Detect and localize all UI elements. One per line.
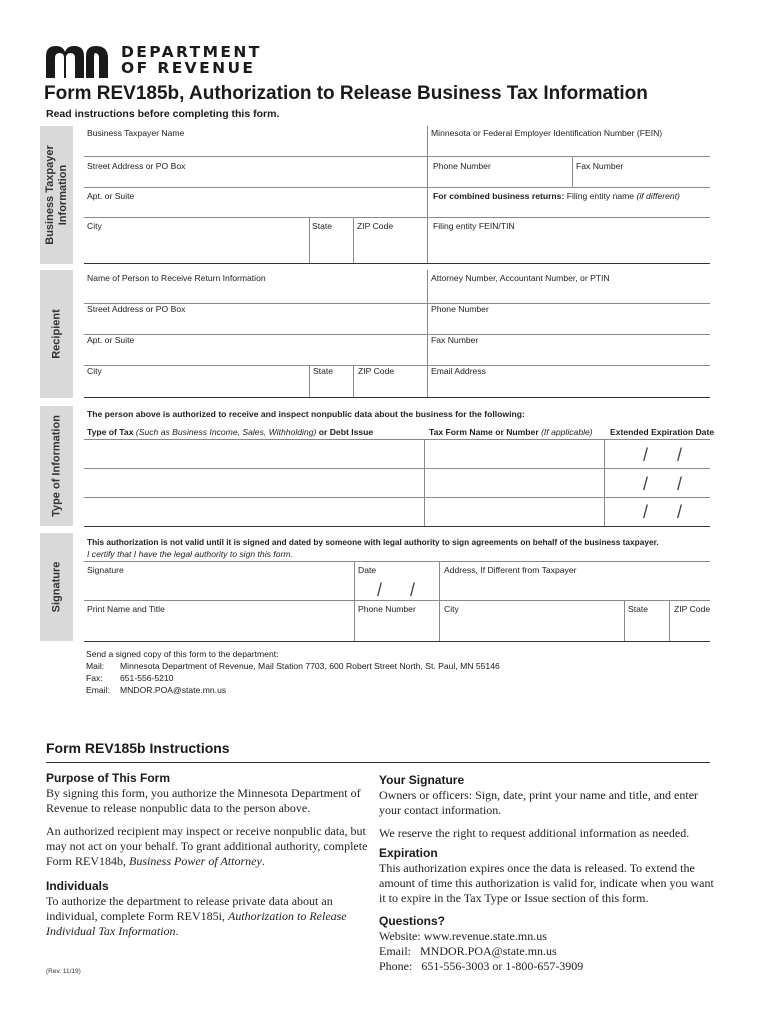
recipient-fax-input[interactable] [428,347,710,364]
business-fax-label: Fax Number [576,161,624,171]
tab-signature [40,533,73,641]
tax-form-input-3[interactable] [425,498,603,525]
type-col1-header [87,427,373,437]
recipient-name-label: Name of Person to Receive Return Information [87,273,266,283]
print-name-input[interactable] [84,615,353,639]
date-separator: / [643,502,649,522]
expiration-text: This authorization expires once the data is released. To extend the amount of time this authorization is valid for, indicate when you want it to expire in the Tax Type or Issue section of this form. [379,861,714,905]
purpose-p2b: . [261,854,265,868]
business-state-input[interactable] [310,234,352,262]
recipient-name-input[interactable] [84,285,427,302]
recipient-street-input[interactable] [84,316,427,333]
instructions-right-column [379,773,714,974]
send-email-value: MNDOR.POA@state.mn.us [120,685,227,695]
address-input[interactable] [440,576,710,600]
form-title: Form REV185b, Authorization to Release Business Tax Information [44,83,648,104]
business-state-label: State [312,221,333,231]
questions-website: Website: www.revenue.state.mn.us [379,929,547,943]
date-separator: / [677,502,683,522]
send-mail-value: Minnesota Department of Revenue, Mail Station 7703, 600 Robert Street North, St. Paul, MN 55146 [120,661,500,671]
expiration-date-input-1[interactable] [605,440,710,468]
type-col3-header: Extended Expiration Date [610,427,715,437]
divider [84,397,710,398]
mn-logo-icon [46,46,116,78]
individuals-i: Authorization to Release Individual Tax Information [46,909,347,938]
tab-recipient [40,270,73,398]
business-apt-input[interactable] [84,202,427,216]
col1-bold2: or Debt Issue [316,427,374,437]
recipient-apt-label: Apt. or Suite [87,335,135,345]
divider [84,156,710,157]
recipient-street-label: Street Address or PO Box [87,304,186,314]
questions-phone: Phone: 651-556-3003 or 1-800-657-3909 [379,959,584,973]
recipient-city-input[interactable] [84,378,308,396]
sig-phone-input[interactable] [355,615,438,639]
individuals-title: Individuals [46,879,109,893]
date-separator: / [677,474,683,494]
tab-business-label: Business Taxpayer Information [43,145,69,245]
expiration-date-input-3[interactable] [605,498,710,525]
sig-city-input[interactable] [440,615,623,639]
tax-form-input-2[interactable] [425,469,603,497]
recipient-phone-label: Phone Number [431,304,489,314]
individuals-a: To authorize the department to release private data about an individual, complete Form REV185i, [46,894,333,923]
sig-state-input[interactable] [625,615,668,639]
date-separator: / [643,474,649,494]
date-separator: / [643,445,649,465]
instructions-left-column [46,771,368,939]
divider [84,600,710,601]
divider [84,641,710,642]
dept-line-1: DEPARTMENT [121,43,262,61]
send-intro: Send a signed copy of this form to the department: [86,649,279,659]
tab-type-label: Type of Information [50,415,62,517]
business-name-label: Business Taxpayer Name [87,128,185,138]
date-separator: / [410,580,416,600]
col1-bold: Type of Tax [87,427,136,437]
dept-line-2: OF REVENUE [121,59,256,77]
business-zip-input[interactable] [354,234,426,262]
recipient-attorney-label: Attorney Number, Accountant Number, or PTIN [431,273,610,283]
individuals-text [46,894,368,939]
business-city-input[interactable] [84,234,308,262]
recipient-email-label: Email Address [431,366,486,376]
recipient-apt-input[interactable] [84,347,427,364]
recipient-zip-label: ZIP Code [358,366,395,376]
purpose-p2a: An authorized recipient may inspect or receive nonpublic data, but may not act on your behalf. To grant additional authority, complete Form REV184b, [46,824,368,868]
individuals-b: . [175,924,179,938]
business-name-input[interactable] [84,130,427,154]
instructions-title: Form REV185b Instructions [46,740,230,756]
combined-rest: Filing entity name [564,191,637,201]
business-street-label: Street Address or PO Box [87,161,186,171]
send-fax-value: 651-556-5210 [120,673,174,683]
divider [84,365,710,366]
signature-input[interactable] [84,576,353,600]
date-label: Date [358,565,377,575]
tab-type-of-information [40,406,73,526]
business-street-input[interactable] [84,172,427,186]
divider [84,334,710,335]
send-mail-label: Mail: [86,661,105,671]
combined-bold: For combined business returns: [433,191,565,201]
recipient-fax-label: Fax Number [431,335,479,345]
sig-zip-label: ZIP Code [674,604,711,614]
address-label: Address, If Different from Taxpayer [444,565,577,575]
revision-date: (Rev. 11/19) [46,968,81,975]
business-fein-input[interactable] [428,130,710,154]
filing-fein-input[interactable] [428,234,710,262]
your-signature-title: Your Signature [379,773,465,787]
recipient-email-input[interactable] [428,378,710,396]
read-instructions: Read instructions before completing this form. [46,108,280,120]
filing-entity-name-input[interactable] [428,202,710,216]
sig-state-label: State [628,604,649,614]
tab-business-taxpayer [40,126,73,264]
business-phone-input[interactable] [428,172,572,186]
divider [84,187,710,188]
date-separator: / [677,445,683,465]
date-input[interactable] [355,576,438,600]
divider [572,156,573,187]
certify-text: I certify that I have the legal authority to sign this form. [87,549,293,559]
type-col2-header [429,427,593,437]
purpose-title: Purpose of This Form [46,771,171,785]
business-fax-input[interactable] [574,172,710,186]
divider [84,217,710,218]
col1-ital: (Such as Business Income, Sales, Withholding) [135,427,317,437]
signature-notice: This authorization is not valid until it is signed and dated by someone with legal authority to sign agreements on behalf of the business taxpayer. [87,537,659,547]
col2-ital: (If applicable) [541,427,593,437]
combined-returns-label [433,191,680,201]
tax-form-input-1[interactable] [425,440,603,468]
recipient-zip-input[interactable] [354,378,426,396]
col2-bold: Tax Form Name or Number [429,427,542,437]
sig-city-label: City [444,604,459,614]
print-name-label: Print Name and Title [87,604,165,614]
business-city-label: City [87,221,102,231]
filing-fein-label: Filing entity FEIN/TIN [433,221,515,231]
type-intro: The person above is authorized to receive and inspect nonpublic data about the business for the following: [87,409,525,419]
business-phone-label: Phone Number [433,161,491,171]
recipient-phone-input[interactable] [428,316,710,333]
purpose-p2 [46,824,368,869]
signature-label: Signature [87,565,124,575]
tab-recipient-label: Recipient [50,309,62,359]
recipient-state-label: State [313,366,334,376]
divider [46,762,710,763]
business-apt-label: Apt. or Suite [87,191,135,201]
expiration-title: Expiration [379,846,438,860]
tax-type-input-3[interactable] [84,498,423,525]
divider [84,561,710,562]
expiration-date-input-2[interactable] [605,469,710,497]
questions-title: Questions? [379,914,446,928]
tab-signature-label: Signature [50,561,62,613]
send-email-label: Email: [86,685,110,695]
tax-type-input-1[interactable] [84,440,423,468]
divider [84,263,710,264]
divider [84,526,710,527]
send-fax-label: Fax: [86,673,103,683]
questions-email: Email: MNDOR.POA@state.mn.us [379,944,557,958]
recipient-city-label: City [87,366,102,376]
purpose-p1: By signing this form, you authorize the Minnesota Department of Revenue to release nonpublic data to the person above. [46,786,361,815]
signature-p2: We reserve the right to request additional information as needed. [379,826,690,840]
sig-phone-label: Phone Number [358,604,416,614]
signature-p1: Owners or officers: Sign, date, print your name and title, and enter your contact information. [379,788,699,817]
department-name [121,44,262,76]
tax-type-input-2[interactable] [84,469,423,497]
purpose-p2i: Business Power of Attorney [129,854,262,868]
recipient-attorney-input[interactable] [428,285,710,302]
business-fein-label: Minnesota or Federal Employer Identification Number (FEIN) [431,128,663,138]
recipient-state-input[interactable] [310,378,352,396]
sig-zip-input[interactable] [670,615,710,639]
date-separator: / [377,580,383,600]
combined-ital: (if different) [636,191,680,201]
business-zip-label: ZIP Code [357,221,394,231]
